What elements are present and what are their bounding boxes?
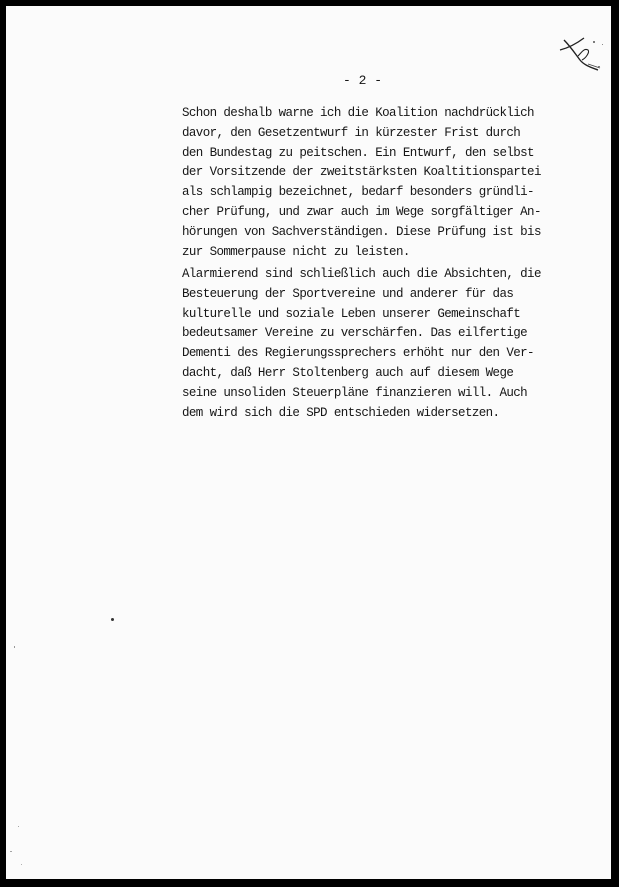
document-page [6,6,611,879]
text-line: Schon deshalb warne ich die Koalition nachdrücklich [182,106,534,120]
text-line: Alarmierend sind schließlich auch die Absichten, die [182,267,541,281]
text-line: den Bundestag zu peitschen. Ein Entwurf, den selbst [182,145,534,160]
text-line: seine unsoliden Steuerpläne finanzieren will. Auch [182,385,528,400]
scan-speck [111,618,114,621]
paragraph-1 [182,104,541,262]
text-line: dem wird sich die SPD entschieden widersetzen. [182,405,500,420]
text-line: Dementi des Regierungssprechers erhöht nur den Ver- [182,346,534,361]
handwritten-initials-mark [554,34,604,74]
scan-speck [18,826,19,827]
text-line: davor, den Gesetzentwurf in kürzester Frist durch [182,125,521,140]
text-line: dacht, daß Herr Stoltenberg auch auf diesem Wege [182,365,514,380]
page-number: - 2 - [343,73,383,88]
text-line: hörungen von Sachverständigen. Diese Prüfung ist bis [182,224,541,239]
text-line: der Vorsitzende der zweitstärksten Koaltitionspartei [182,165,541,180]
text-line: cher Prüfung, und zwar auch im Wege sorgfältiger An- [182,204,541,219]
text-line: als schlampig bezeichnet, bedarf besonders gründli- [182,185,534,200]
text-line: bedeutsamer Vereine zu verschärfen. Das eilfertige [182,326,528,341]
scan-speck [598,66,600,67]
text-line: zur Sommerpause nicht zu leisten. [182,244,410,259]
scan-speck [14,646,15,648]
scan-speck [21,864,22,865]
scan-speck [10,851,12,852]
text-line: Besteuerung der Sportvereine und anderer für das [182,286,514,301]
scan-speck [602,44,603,45]
text-line: kulturelle und soziale Leben unserer Gemeinschaft [182,306,521,321]
paragraph-2 [182,265,541,423]
